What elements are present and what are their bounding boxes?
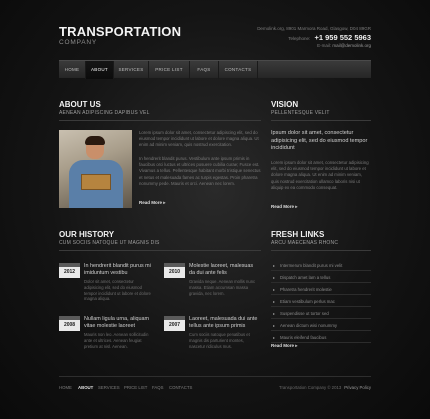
history-entry-text: Gravida neque. Aenean mollis nunc massa. Etiam accumsan massa gravida, nec lorem.: [189, 279, 256, 296]
vision-body: Lorem ipsum dolor sit amet, consectetur adipisicing elit, sed do eiusmod tempor incididunt ut labore et dolore magna aliqua. Ut enim ad minim veniam, quis nostrud exercitation ullamco laboris nisi ut aliquip ex ea commodo consequat.: [271, 160, 369, 190]
history-entry-title[interactable]: Laoreet, malesuada dui ante tellus ante ipsum primis: [189, 316, 258, 329]
history-title: OUR HISTORY: [59, 230, 115, 239]
fresh-link[interactable]: ▸ Intermerum blandit purus mi velit: [271, 260, 371, 271]
links-subtitle: ARCU MAECENAS RHONC: [271, 240, 339, 246]
nav-faqs[interactable]: FAQS: [190, 61, 219, 79]
fresh-link[interactable]: ▸ Pharetra hendrerit molestie: [271, 284, 371, 295]
phone-label: Telephone:: [288, 36, 311, 41]
fresh-link[interactable]: ▸ Suspendisse ut tortor sed: [271, 308, 371, 319]
year-badge: 2008: [59, 320, 80, 331]
fresh-link[interactable]: ▸ Etiam vestibulum perlus mac: [271, 296, 371, 307]
vision-lead: Ipsum dolor sit amet, consectetur adipisicing elit, sed do eiusmod tempor incididunt: [271, 130, 368, 152]
footer-nav-home[interactable]: HOME: [59, 385, 72, 390]
nav-home[interactable]: HOME: [59, 61, 86, 79]
about-lead: Lorem ipsum dolor sit amet, consectetur adipiscing elit, sed do eiusmod tempor incididunt ut labore et dolore magna aliqua. Ut enim ad minim veniam, quis nostrud exercitation.: [139, 130, 259, 148]
package-image: [81, 174, 111, 190]
nav-contacts[interactable]: CONTACTS: [219, 61, 258, 79]
about-title: ABOUT US: [59, 100, 101, 109]
footer-divider: [59, 376, 371, 377]
history-entry-text: Cum sociis natoque penatibus et magnis dis parturient montes, nascetur ridiculus mus.: [189, 332, 250, 349]
links-divider: [271, 250, 371, 251]
email-link[interactable]: mail@demolink.org: [332, 43, 371, 48]
footer-nav-contacts[interactable]: CONTACTS: [169, 385, 193, 390]
privacy-policy-link[interactable]: Privacy Policy: [344, 385, 371, 390]
contact-info: [257, 25, 371, 49]
logo-title[interactable]: TRANSPORTATION: [59, 24, 182, 39]
history-entry-title[interactable]: Molestie laoreet, malesuas da dui ante felis: [189, 263, 254, 276]
history-entry-text: Mauris non leo. Aenean sollicitudin ante et ultrices. Aenean feugiat pretium at nisl. Aenean.: [84, 332, 149, 349]
fresh-link[interactable]: ▸ Dispatch amet lam a tellus: [271, 272, 371, 283]
footer-nav-price-list[interactable]: PRICE LIST: [124, 385, 148, 390]
vision-read-more-link[interactable]: Read More ▸: [271, 204, 298, 210]
history-entry-title[interactable]: Nullam ligula urna, aliquam vitae molestie laoreet: [84, 316, 150, 329]
about-body: In hendrerit blandit purus. Vestibulum ante ipsum primis in faucibus orci luctus et ultrices posuere cubilia curae; Fusce est. Vivamus a tellus. Pellentesque habitant morbi tristique senectus et netus et malesuada fames ac turpis egestas. Proin pharetra nonummy pede. Mauris et orci. Aenean nec lorem.: [139, 156, 261, 186]
phone-number: +1 959 552 5963: [314, 33, 371, 42]
vision-subtitle: PELLENTESQUE VELIT: [271, 110, 330, 116]
year-badge: 2010: [164, 267, 185, 278]
footer-nav-about[interactable]: ABOUT: [78, 385, 94, 390]
about-subtitle: AENEAN ADIPISCING DAPIBUS VEL: [59, 110, 150, 116]
nav-services[interactable]: SERVICES: [114, 61, 149, 79]
about-divider: [59, 120, 261, 121]
address: Demolink.org, 8901 Marmora Road, Glasgow, D04 89GR: [257, 26, 371, 31]
history-entry-title[interactable]: In hendrerit blandit purus mi imiduntum vestibu: [84, 263, 151, 276]
history-subtitle: CUM SOCIIS NATOQUE UT MAGNIS DIS: [59, 240, 160, 246]
email-label: E-mail:: [317, 43, 332, 48]
nav-about[interactable]: ABOUT: [86, 61, 114, 79]
copyright-text: Transportation Company © 2013: [279, 385, 342, 390]
copyright: [279, 385, 371, 390]
courier-photo: [59, 130, 132, 208]
footer-nav-services[interactable]: SERVICES: [98, 385, 120, 390]
links-read-more-link[interactable]: Read More ▸: [271, 343, 298, 349]
footer-nav-faqs[interactable]: FAQS: [152, 385, 164, 390]
fresh-link[interactable]: ▸ Mauris eleifend faucibus: [271, 332, 371, 343]
history-entry-text: Dolor sit amet, consectetur adipisicing elit, sed do eiusmod tempor incididunt ut labore et dolore magna aliqua.: [84, 279, 151, 302]
links-title: FRESH LINKS: [271, 230, 325, 239]
vision-title: VISION: [271, 100, 299, 109]
main-nav: [59, 60, 371, 78]
about-read-more-link[interactable]: Read More ▸: [139, 200, 166, 206]
fresh-link[interactable]: ▸ Aenean dictum wisi nonummy: [271, 320, 371, 331]
year-badge: 2012: [59, 267, 80, 278]
logo-subtitle: COMPANY: [59, 39, 97, 46]
nav-price-list[interactable]: PRICE LIST: [149, 61, 190, 79]
history-divider: [59, 250, 261, 251]
year-badge: 2007: [164, 320, 185, 331]
vision-divider: [271, 120, 371, 121]
